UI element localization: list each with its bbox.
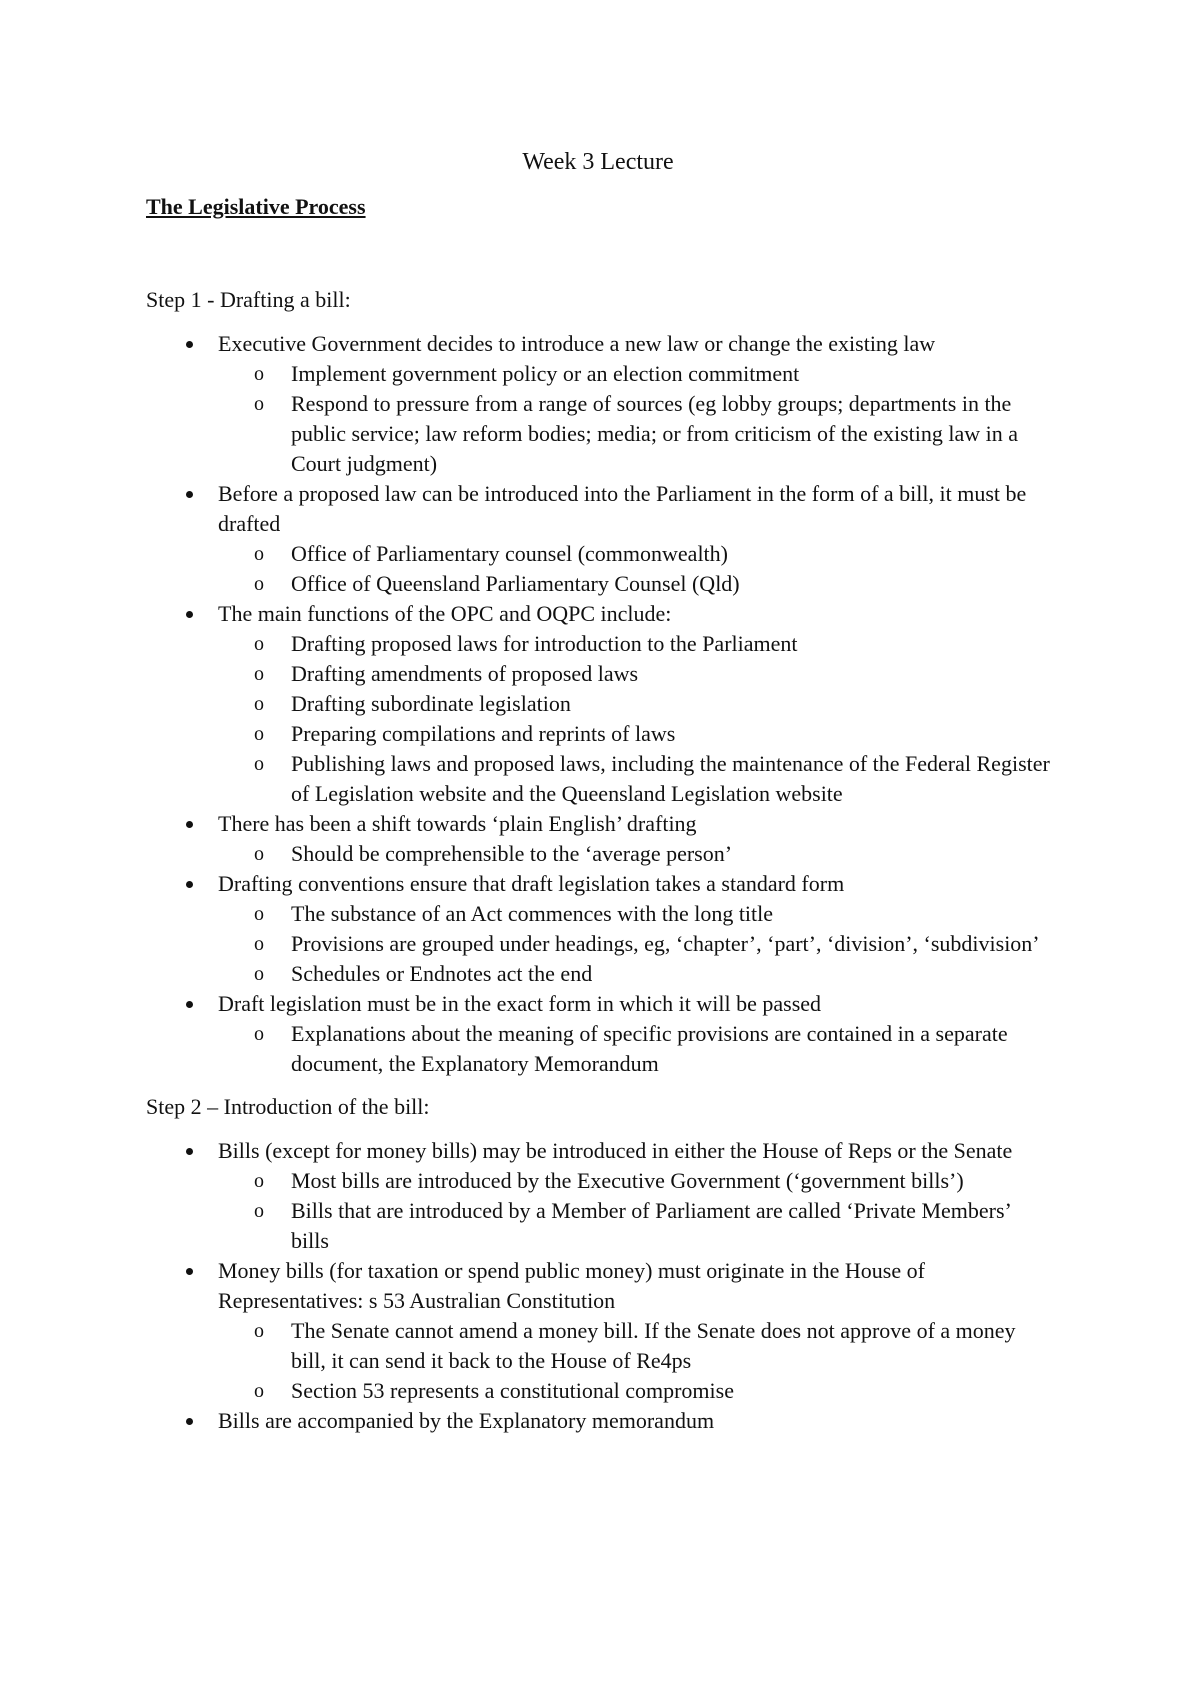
list-item-text: Money bills (for taxation or spend public money) must originate in the House of Representatives: s 53 Australian Constitution: [218, 1258, 925, 1313]
sub-list-item: [218, 719, 1050, 749]
circle-bullet-icon: o: [254, 963, 264, 985]
circle-bullet-icon: o: [254, 1170, 264, 1192]
bullet-icon: [186, 1001, 193, 1008]
circle-bullet-icon: o: [254, 1320, 264, 1342]
sub-list-item: [218, 899, 1050, 929]
sub-list-item: [218, 629, 1050, 659]
list-item-text: Before a proposed law can be introduced into the Parliament in the form of a bill, it must be drafted: [218, 481, 1027, 536]
sub-list-item: [218, 839, 1050, 869]
bullet-icon: [186, 1268, 193, 1275]
sub-list-item: [218, 749, 1050, 809]
bullet-icon: [186, 611, 193, 618]
list-item-text: Bills (except for money bills) may be introduced in either the House of Reps or the Senate: [218, 1138, 1013, 1163]
bullet-icon: [186, 881, 193, 888]
sub-list-item-text: Implement government policy or an election commitment: [291, 361, 800, 386]
sub-list-item-text: Publishing laws and proposed laws, including the maintenance of the Federal Register of Legislation website and the Queensland Legislation website: [291, 751, 1050, 806]
bullet-icon: [186, 1148, 193, 1155]
list-item-text: The main functions of the OPC and OQPC include:: [218, 601, 672, 626]
sub-list-item-text: Should be comprehensible to the ‘average person’: [291, 841, 733, 866]
circle-bullet-icon: o: [254, 1380, 264, 1402]
sub-list: [218, 629, 1050, 809]
list-item: [146, 989, 1050, 1079]
sub-list-item: [218, 389, 1050, 479]
step-2-label: Step 2 – Introduction of the bill:: [146, 1094, 430, 1119]
list-item: [146, 479, 1050, 599]
sub-list-item-text: Respond to pressure from a range of sources (eg lobby groups; departments in the public service; law reform bodies; media; or from criticism of the existing law in a Court judgment): [291, 391, 1019, 476]
sub-list-item: [218, 1316, 1050, 1376]
document-title: Week 3 Lecture: [522, 149, 674, 175]
sub-list-item-text: The Senate cannot amend a money bill. If the Senate does not approve of a money bill, it can send it back to the House of Re4ps: [291, 1318, 1016, 1373]
sub-list-item-text: Schedules or Endnotes act the end: [291, 961, 593, 986]
sub-list-item-text: Office of Queensland Parliamentary Counsel (Qld): [291, 571, 740, 596]
list-item: [146, 599, 1050, 809]
circle-bullet-icon: o: [254, 693, 264, 715]
sub-list-item-text: Section 53 represents a constitutional compromise: [291, 1378, 734, 1403]
sub-list-item: [218, 959, 1050, 989]
list-item-text: Bills are accompanied by the Explanatory memorandum: [218, 1408, 715, 1433]
sub-list: [218, 1316, 1050, 1406]
circle-bullet-icon: o: [254, 663, 264, 685]
list-item: [146, 869, 1050, 989]
circle-bullet-icon: o: [254, 843, 264, 865]
circle-bullet-icon: o: [254, 573, 264, 595]
list-item-text: Draft legislation must be in the exact form in which it will be passed: [218, 991, 822, 1016]
sub-list-item: [218, 539, 1050, 569]
sub-list-item: [218, 1019, 1050, 1079]
sub-list-item-text: Drafting amendments of proposed laws: [291, 661, 639, 686]
sub-list-item: [218, 689, 1050, 719]
sub-list-item: [218, 659, 1050, 689]
list-item-text: Drafting conventions ensure that draft legislation takes a standard form: [218, 871, 845, 896]
bullet-icon: [186, 491, 193, 498]
sub-list-item-text: Most bills are introduced by the Executive Government (‘government bills’): [291, 1168, 964, 1193]
sub-list: [218, 1019, 1050, 1079]
sub-list-item-text: Provisions are grouped under headings, eg, ‘chapter’, ‘part’, ‘division’, ‘subdivision’: [291, 931, 1040, 956]
sub-list-item-text: Drafting proposed laws for introduction to the Parliament: [291, 631, 798, 656]
list-item: [146, 809, 1050, 869]
circle-bullet-icon: o: [254, 1023, 264, 1045]
sub-list-item: [218, 569, 1050, 599]
sub-list-item: [218, 1376, 1050, 1406]
circle-bullet-icon: o: [254, 393, 264, 415]
sub-list: [218, 899, 1050, 989]
circle-bullet-icon: o: [254, 903, 264, 925]
step-2-list: [146, 1136, 1050, 1436]
sub-list-item: [218, 359, 1050, 389]
sub-list: [218, 539, 1050, 599]
circle-bullet-icon: o: [254, 753, 264, 775]
bullet-icon: [186, 821, 193, 828]
circle-bullet-icon: o: [254, 1200, 264, 1222]
circle-bullet-icon: o: [254, 363, 264, 385]
bullet-icon: [186, 1418, 193, 1425]
list-item: [146, 1406, 1050, 1436]
list-item: [146, 329, 1050, 479]
list-item-text: Executive Government decides to introduce a new law or change the existing law: [218, 331, 936, 356]
circle-bullet-icon: o: [254, 723, 264, 745]
circle-bullet-icon: o: [254, 543, 264, 565]
sub-list-item: [218, 929, 1050, 959]
sub-list-item-text: The substance of an Act commences with the long title: [291, 901, 774, 926]
sub-list: [218, 359, 1050, 479]
list-item: [146, 1136, 1050, 1256]
sub-list: [218, 839, 1050, 869]
circle-bullet-icon: o: [254, 633, 264, 655]
sub-list-item: [218, 1166, 1050, 1196]
step-1-label: Step 1 - Drafting a bill:: [146, 287, 351, 312]
sub-list-item-text: Preparing compilations and reprints of laws: [291, 721, 676, 746]
list-item: [146, 1256, 1050, 1406]
sub-list-item-text: Drafting subordinate legislation: [291, 691, 571, 716]
sub-list-item: [218, 1196, 1050, 1256]
sub-list: [218, 1166, 1050, 1256]
sub-list-item-text: Office of Parliamentary counsel (commonwealth): [291, 541, 728, 566]
circle-bullet-icon: o: [254, 933, 264, 955]
list-item-text: There has been a shift towards ‘plain English’ drafting: [218, 811, 697, 836]
sub-list-item-text: Bills that are introduced by a Member of Parliament are called ‘Private Members’ bills: [291, 1198, 1011, 1253]
bullet-icon: [186, 341, 193, 348]
step-1-list: [146, 329, 1050, 1079]
sub-list-item-text: Explanations about the meaning of specific provisions are contained in a separate document, the Explanatory Memorandum: [291, 1021, 1008, 1076]
section-heading: The Legislative Process: [146, 194, 366, 219]
